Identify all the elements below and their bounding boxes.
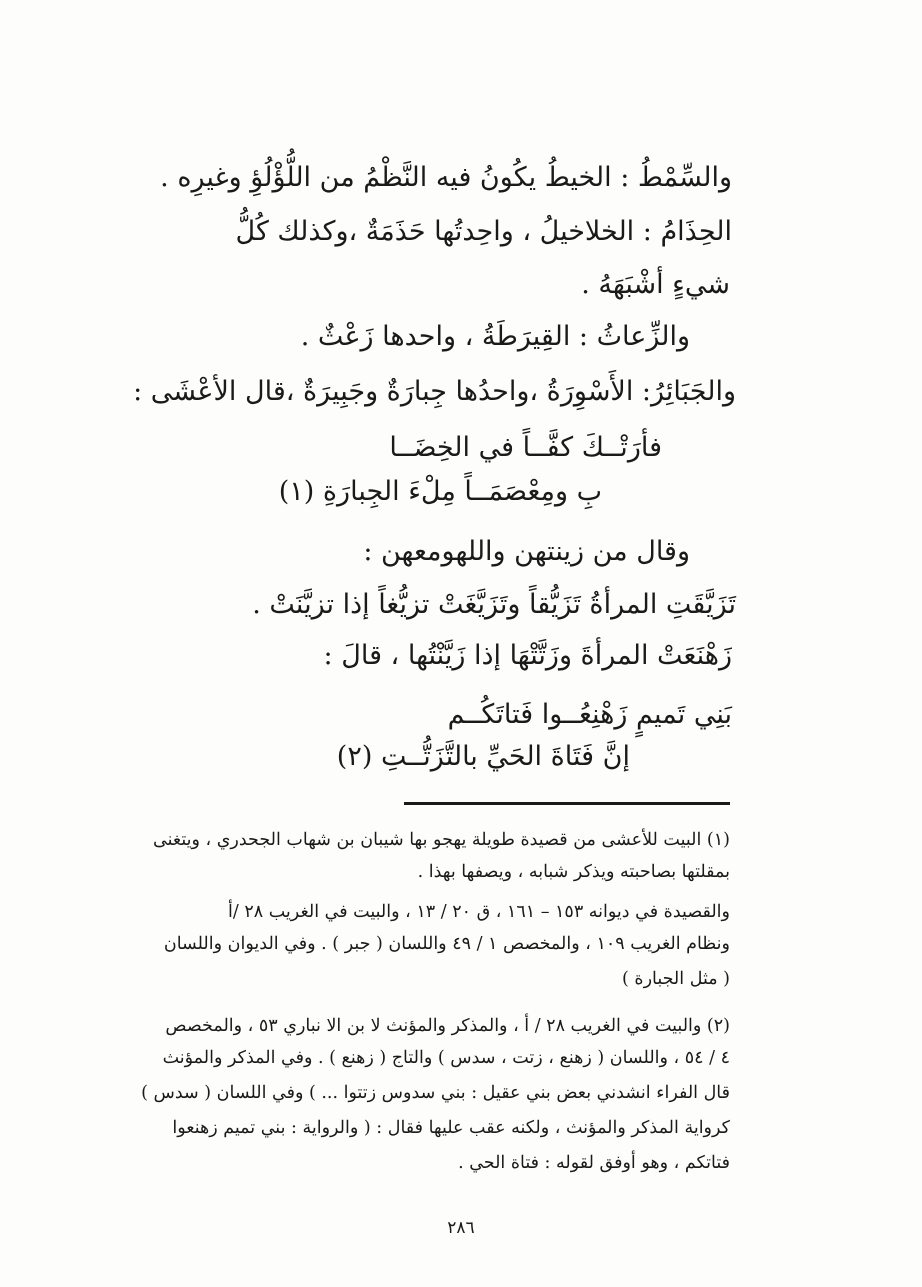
footnote-line-1: (١) البيت للأعشى من قصيدة طويلة يهجو بها شيبان بن شهاب الجحدري ، ويتغنى xyxy=(153,830,730,850)
body-line-7: تَزَيَّقَتِ المرأةُ تَزَيُّقاً وتَزَيَّغَتْ تزيُّغاً إذا تزيَّنَتْ . xyxy=(252,589,736,620)
footnote-line-10: فتاتكم ، وهو أوفق لقوله : فتاة الحي . xyxy=(458,1153,730,1173)
body-line-5: والجَبَائِرُ: الأَسْوِرَةُ ،واحدُها جِبارَةٌ وجَبِيرَةٌ ،قال الأعْشَى : xyxy=(133,376,736,407)
footnote-line-7: ٤ / ٥٤ ، واللسان ( زهنع ، زتت ، سدس ) والتاج ( زهنع ) . وفي المذكر والمؤنث xyxy=(162,1048,730,1068)
poem-2-hemistich-b: إنَّ فَتَاةَ الحَيِّ بالتَّزَتُّــتِ (٢) xyxy=(336,741,630,772)
footnote-line-3: والقصيدة في ديوانه ١٥٣ – ١٦١ ، ق ٢٠ / ١٣ ، والبيت في الغريب ٢٨ /أ xyxy=(228,902,730,922)
body-line-8: زَهْنَعَتْ المرأةَ وزَتَّتْهَا إذا زَيَّنْتُها ، قالَ : xyxy=(323,640,732,671)
footnote-line-8: قال الفراء انشدني بعض بني عقيل : بني سدوس زتتوا ... ) وفي اللسان ( سدس ) xyxy=(141,1083,730,1103)
footnote-line-6: (٢) والبيت في الغريب ٢٨ / أ ، والمذكر والمؤنث لا بن الا نباري ٥٣ ، والمخصص xyxy=(165,1016,730,1036)
footnote-line-2: بمقلتها بصاحبته ويذكر شبابه ، ويصفها بهذا . xyxy=(417,862,730,882)
footnote-line-9: كرواية المذكر والمؤنث ، ولكنه عقب عليها فقال : ( والرواية : بني تميم زهنعوا xyxy=(172,1118,730,1138)
poem-1-hemistich-b: بِ ومِعْصَمَــاً مِلْءَ الجِبارَةِ (١) xyxy=(278,476,602,507)
footnote-separator xyxy=(404,802,730,805)
body-line-4: والزِّعاثُ : القِيرَطَةُ ، واحدها زَعْثٌ . xyxy=(300,321,690,352)
poem-2-hemistich-a: بَنِي تَميمٍ زَهْنِعُــوا فَتاتَكُــم xyxy=(447,699,732,730)
body-line-1: والسِّمْطُ : الخيطُ يكُونُ فيه النَّظْمُ من اللُّؤْلُؤِ وغيرِه . xyxy=(160,162,732,193)
footnote-line-5: ( مثل الجبارة ) xyxy=(622,969,730,989)
page-number: ٢٨٦ xyxy=(447,1218,475,1238)
body-line-2: الحِذَامُ : الخلاخيلُ ، واحِدتُها حَذَمَةٌ ،وكذلك كُلُّ xyxy=(235,216,732,247)
poem-1-hemistich-a: فأرَتْــكَ كفَّــاً في الخِضَــا xyxy=(389,432,662,463)
footnote-line-4: ونظام الغريب ١٠٩ ، والمخصص ١ / ٤٩ واللسان ( جبر ) . وفي الديوان واللسان xyxy=(163,934,730,954)
body-line-3: شيءٍ أشْبَهَهُ . xyxy=(581,269,730,300)
body-line-6: وقال من زينتهن واللهومعهن : xyxy=(363,536,690,567)
